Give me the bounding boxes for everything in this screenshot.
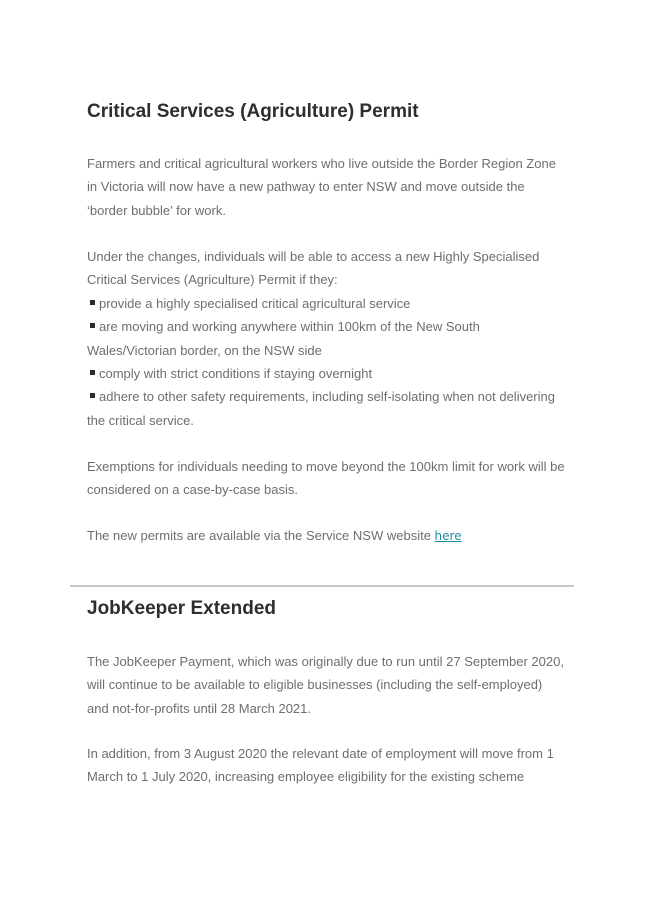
bullet-item bbox=[87, 315, 567, 362]
jobkeeper-eligibility-block bbox=[87, 742, 567, 789]
permit-heading: Critical Services (Agriculture) Permit bbox=[87, 101, 419, 122]
permit-exemptions-block bbox=[87, 455, 567, 502]
section-divider bbox=[70, 585, 574, 587]
jobkeeper-eligibility-paragraph: In addition, from 3 August 2020 the relevant date of employment will move from 1 March to 1 July 2020, increasing employee eligibility for the existing scheme bbox=[87, 746, 554, 785]
bullet-square-icon bbox=[90, 323, 95, 328]
jobkeeper-extension-paragraph: The JobKeeper Payment, which was originally due to run until 27 September 2020, will continue to be available to eligible businesses (including the self-employed) and not-for-profits until 28 March 2021. bbox=[87, 654, 564, 716]
bullet-text: comply with strict conditions if staying overnight bbox=[99, 366, 373, 382]
bullet-text: provide a highly specialised critical agricultural service bbox=[99, 295, 411, 311]
bullet-text: adhere to other safety requirements, including self-isolating when not delivering the critical service. bbox=[87, 389, 555, 428]
permit-intro-paragraph: Farmers and critical agricultural workers who live outside the Border Region Zone in Victoria will now have a new pathway to enter NSW and move outside the ‘border bubble’ for work. bbox=[87, 156, 556, 218]
bullet-text: are moving and working anywhere within 100km of the New South Wales/Victorian border, on the NSW side bbox=[87, 319, 480, 358]
jobkeeper-section bbox=[87, 597, 567, 621]
permit-intro-paragraph-block bbox=[87, 152, 567, 222]
service-nsw-here-link[interactable]: here bbox=[434, 529, 462, 543]
permit-conditions-block bbox=[87, 245, 567, 432]
bullet-square-icon bbox=[90, 370, 95, 375]
permit-conditions-intro: Under the changes, individuals will be able to access a new Highly Specialised Critical Services (Agriculture) Permit if they: bbox=[87, 249, 540, 288]
permit-website-text: The new permits are available via the Service NSW website bbox=[87, 528, 435, 543]
jobkeeper-heading: JobKeeper Extended bbox=[87, 598, 276, 619]
bullet-item bbox=[87, 362, 567, 385]
permit-exemptions-paragraph: Exemptions for individuals needing to move beyond the 100km limit for work will be considered on a case-by-case basis. bbox=[87, 459, 565, 498]
permit-section bbox=[87, 100, 567, 124]
bullet-item bbox=[87, 385, 567, 432]
bullet-square-icon bbox=[90, 393, 95, 398]
bullet-item bbox=[87, 292, 567, 315]
bullet-square-icon bbox=[90, 300, 95, 305]
jobkeeper-extension-block bbox=[87, 650, 567, 720]
permit-website-paragraph bbox=[87, 524, 567, 548]
permit-website-block bbox=[87, 524, 567, 548]
